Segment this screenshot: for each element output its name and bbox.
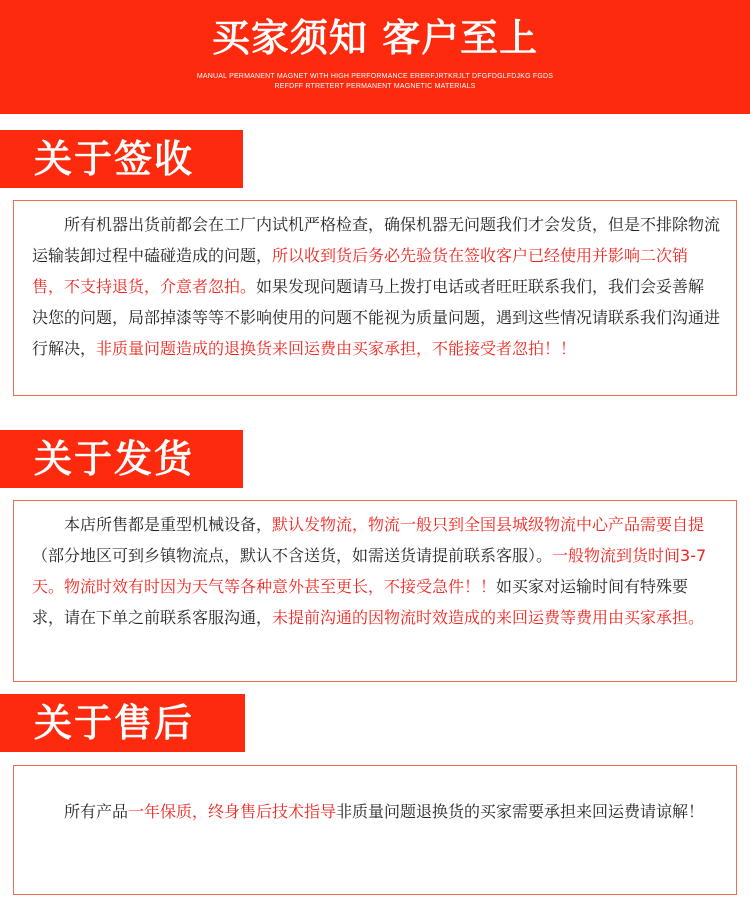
text-segment: 如果发现问题请马上拨打电话或者旺旺联系我们，我们会妥善解决您的问题，局部掉漆等等不影响使用的问题不能视为质量问题，遇到这些情况请联系我们沟通进行解决， bbox=[32, 277, 721, 358]
highlight-segment: 非质量问题造成的退换货来回运费由买家承担，不能接受者忽拍！！ bbox=[96, 339, 577, 358]
highlight-segment: 一年保质，终身售后技术指导 bbox=[128, 802, 337, 821]
header-banner bbox=[0, 0, 750, 114]
text-segment: （部分地区可到乡镇物流点，默认不含送货，如需送货请提前联系客服）。 bbox=[32, 546, 553, 565]
text-segment: 如买家对运输时间有特殊要求，请在下单之前联系客服沟通， bbox=[32, 577, 689, 627]
text-segment: 所有机器出货前都会在工厂内试机严格检查，确保机器无问题我们才会发货，但是不排除物流运输装卸过程中磕碰造成的问题， bbox=[32, 215, 721, 265]
section-heading-shipping: 关于发货 bbox=[0, 430, 243, 488]
section-body-signing bbox=[13, 200, 737, 396]
banner-title: 买家须知 客户至上 bbox=[211, 16, 539, 60]
section-body-shipping bbox=[13, 500, 737, 682]
section-paragraph bbox=[32, 509, 720, 633]
banner-subtitle bbox=[0, 72, 750, 92]
text-segment: 本店所售都是重型机械设备， bbox=[64, 515, 273, 534]
section-paragraph bbox=[32, 796, 720, 827]
highlight-segment: 未提前沟通的因物流时效造成的来回运费等费用由买家承担。 bbox=[272, 608, 705, 627]
section-body-after-sales bbox=[13, 765, 737, 895]
highlight-segment: 一般物流到货时间3-7天。物流时效有时因为天气等各种意外甚至更长，不接受急件！！ bbox=[32, 546, 707, 596]
banner-subtitle-line-1: MANUAL PERMANENT MAGNET WITH HIGH PERFORMANCE ERERFJRTKRJLT DFGFDGLFDJKG FGDS bbox=[196, 73, 554, 80]
section-heading-after-sales: 关于售后 bbox=[0, 694, 245, 752]
highlight-segment: 默认发物流，物流一般只到全国县城级物流中心产品需要自提 bbox=[272, 515, 705, 534]
text-segment: 所有产品 bbox=[64, 802, 129, 821]
text-segment: 非质量问题退换货的买家需要承担来回运费请谅解！ bbox=[336, 802, 705, 821]
highlight-segment: 所以收到货后务必先验货在签收客户已经使用并影响二次销售，不支持退货，介意者忽拍。 bbox=[32, 246, 689, 296]
section-heading-signing: 关于签收 bbox=[0, 130, 243, 188]
section-paragraph bbox=[32, 209, 720, 364]
banner-subtitle-line-2: REFDFF RTRETERT PERMANENT MAGNETIC MATERIALS bbox=[274, 83, 476, 90]
